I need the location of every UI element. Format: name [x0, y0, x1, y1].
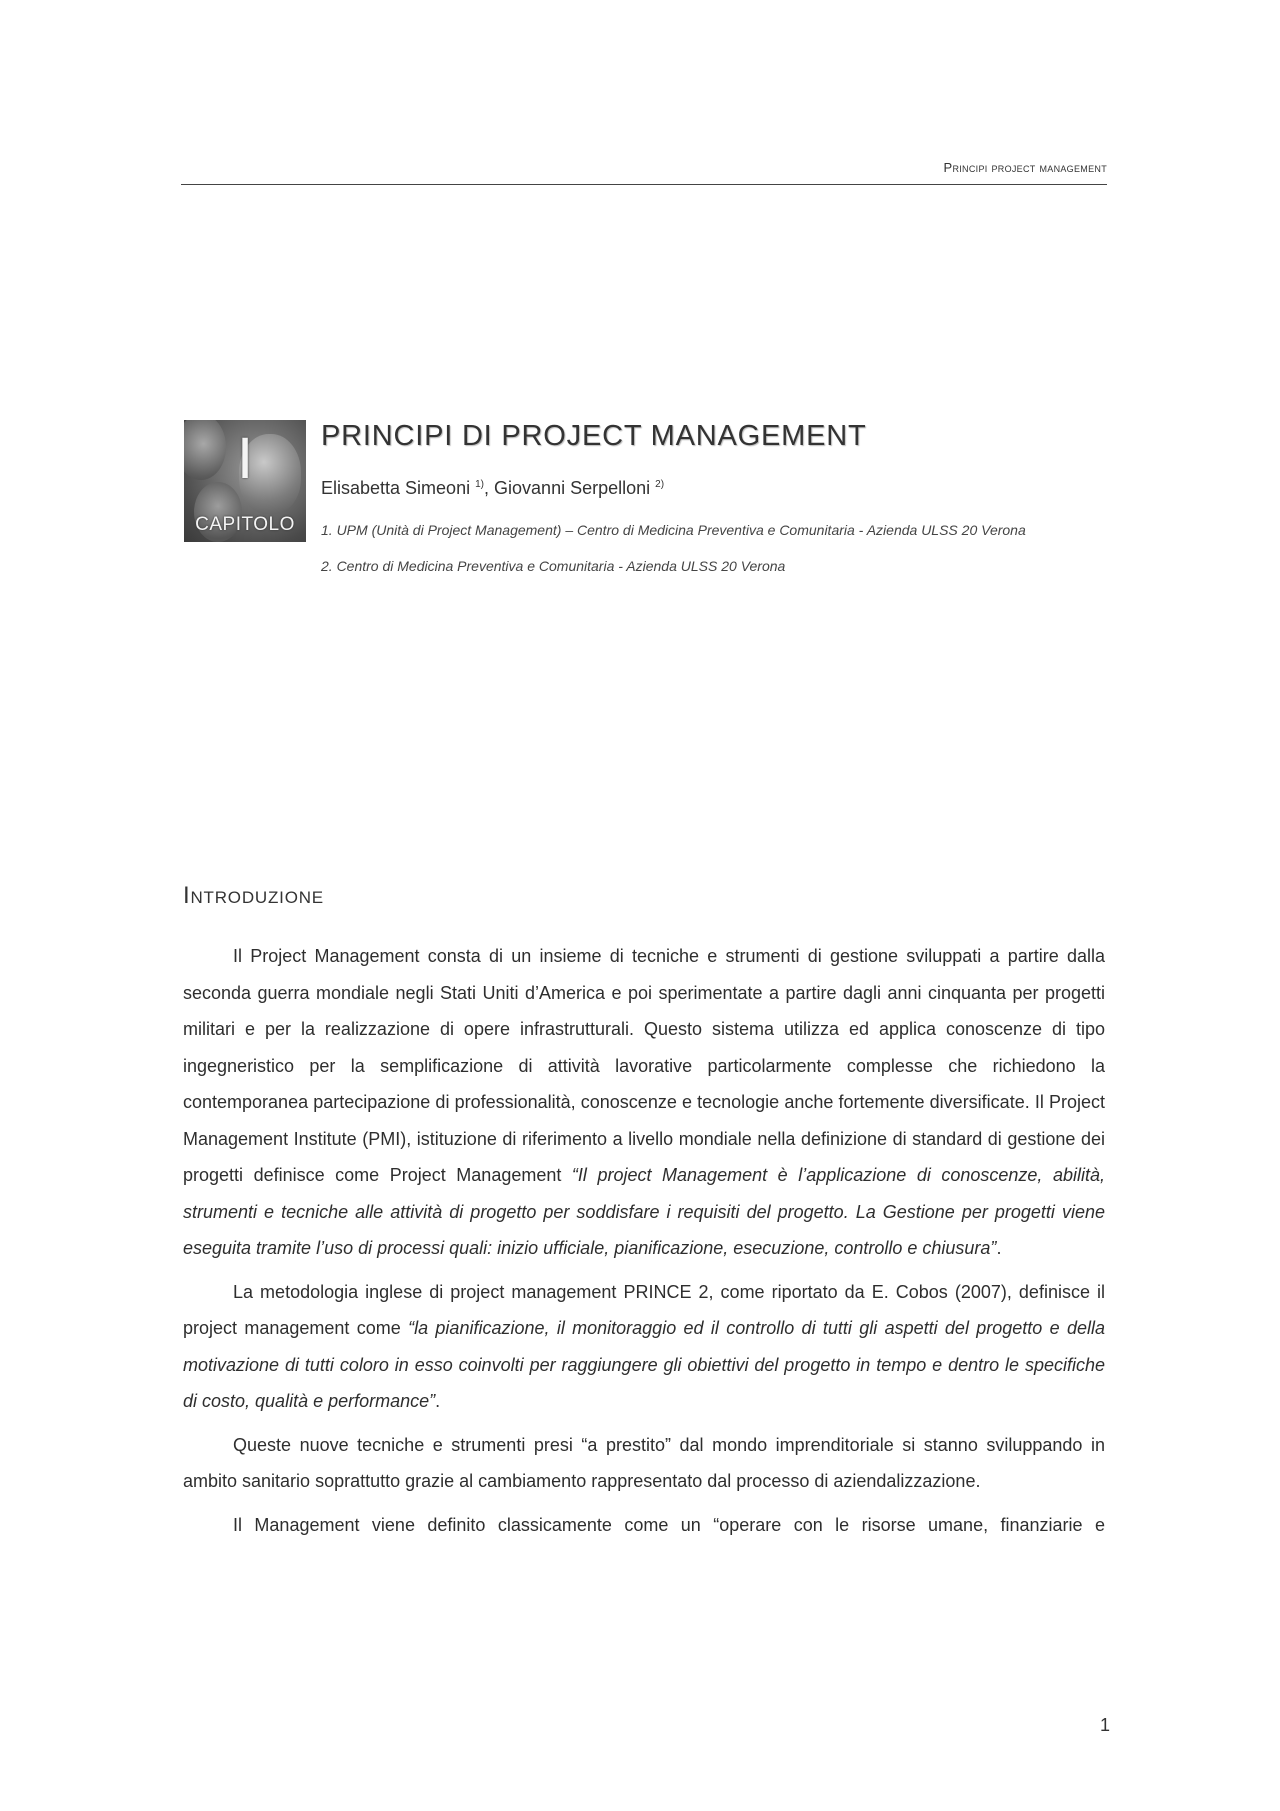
- paragraph: Il Project Management consta di un insieme di tecniche e strumenti di gestione sviluppati a partire dalla seconda guerra mondiale negli Stati Uniti d’America e poi sperimentate a partire dagli anni cinquanta per progetti militari e per la realizzazione di opere infrastrutturali. Questo sistema utilizza ed applica conoscenze di tipo ingegneristico per la semplificazione di attività lavorative particolarmente complesse che richiedono la contemporanea partecipazione di professionalità, conoscenze e tecnologie anche fortemente diversificate. Il Project Management Institute (PMI), istituzione di riferimento a livello mondiale nella definizione di standard di gestione dei progetti definisce come Project Management “Il project Management è l’applicazione di conoscenze, abilità, strumenti e tecniche alle attività di progetto per soddisfare i requisiti del progetto. La Gestione per progetti viene eseguita tramite l’uso di processi quali: inizio ufficiale, pianificazione, esecuzione, controllo e chiusura”.: [183, 946, 1106, 1258]
- running-head: Principi project management: [181, 160, 1107, 185]
- affiliation-1: 1. UPM (Unità di Project Management) – Centro di Medicina Preventiva e Comunitaria - Azienda ULSS 20 Verona: [321, 522, 1026, 538]
- author-name: Giovanni Serpelloni: [494, 478, 651, 498]
- chapter-title: PRINCIPI DI PROJECT MANAGEMENT: [321, 420, 867, 452]
- authors-line: [321, 478, 664, 499]
- author-affiliation-marker: 1): [475, 479, 485, 490]
- author-separator: ,: [484, 478, 495, 498]
- page-number: 1: [1099, 1715, 1110, 1735]
- body-text: [183, 938, 1105, 1550]
- paragraph: La metodologia inglese di project management PRINCE 2, come riportato da E. Cobos (2007), definisce il project management come “la pianificazione, il monitoraggio ed il controllo di tutti gli aspetti del progetto e della motivazione di tutti coloro in esso coinvolti per raggiungere gli obiettivi del progetto in tempo e dentro le specifiche di costo, qualità e performance”.: [183, 1281, 1106, 1411]
- section-heading: Introduzione: [183, 882, 324, 909]
- chapter-label: CAPITOLO: [195, 514, 295, 535]
- affiliation-2: 2. Centro di Medicina Preventiva e Comunitaria - Azienda ULSS 20 Verona: [321, 558, 786, 574]
- author-affiliation-marker: 2): [655, 479, 665, 490]
- paragraph: Queste nuove tecniche e strumenti presi “a prestito” dal mondo imprenditoriale si stanno sviluppando in ambito sanitario soprattutto grazie al cambiamento rappresentato dal processo di aziendalizzazione.: [183, 1434, 1105, 1491]
- author-name: Elisabetta Simeoni: [321, 478, 471, 498]
- chapter-number: I: [236, 426, 254, 491]
- chapter-badge: [184, 420, 306, 542]
- paragraph: Il Management viene definito classicamente come un “operare con le risorse umane, finanziarie e: [233, 1514, 1105, 1535]
